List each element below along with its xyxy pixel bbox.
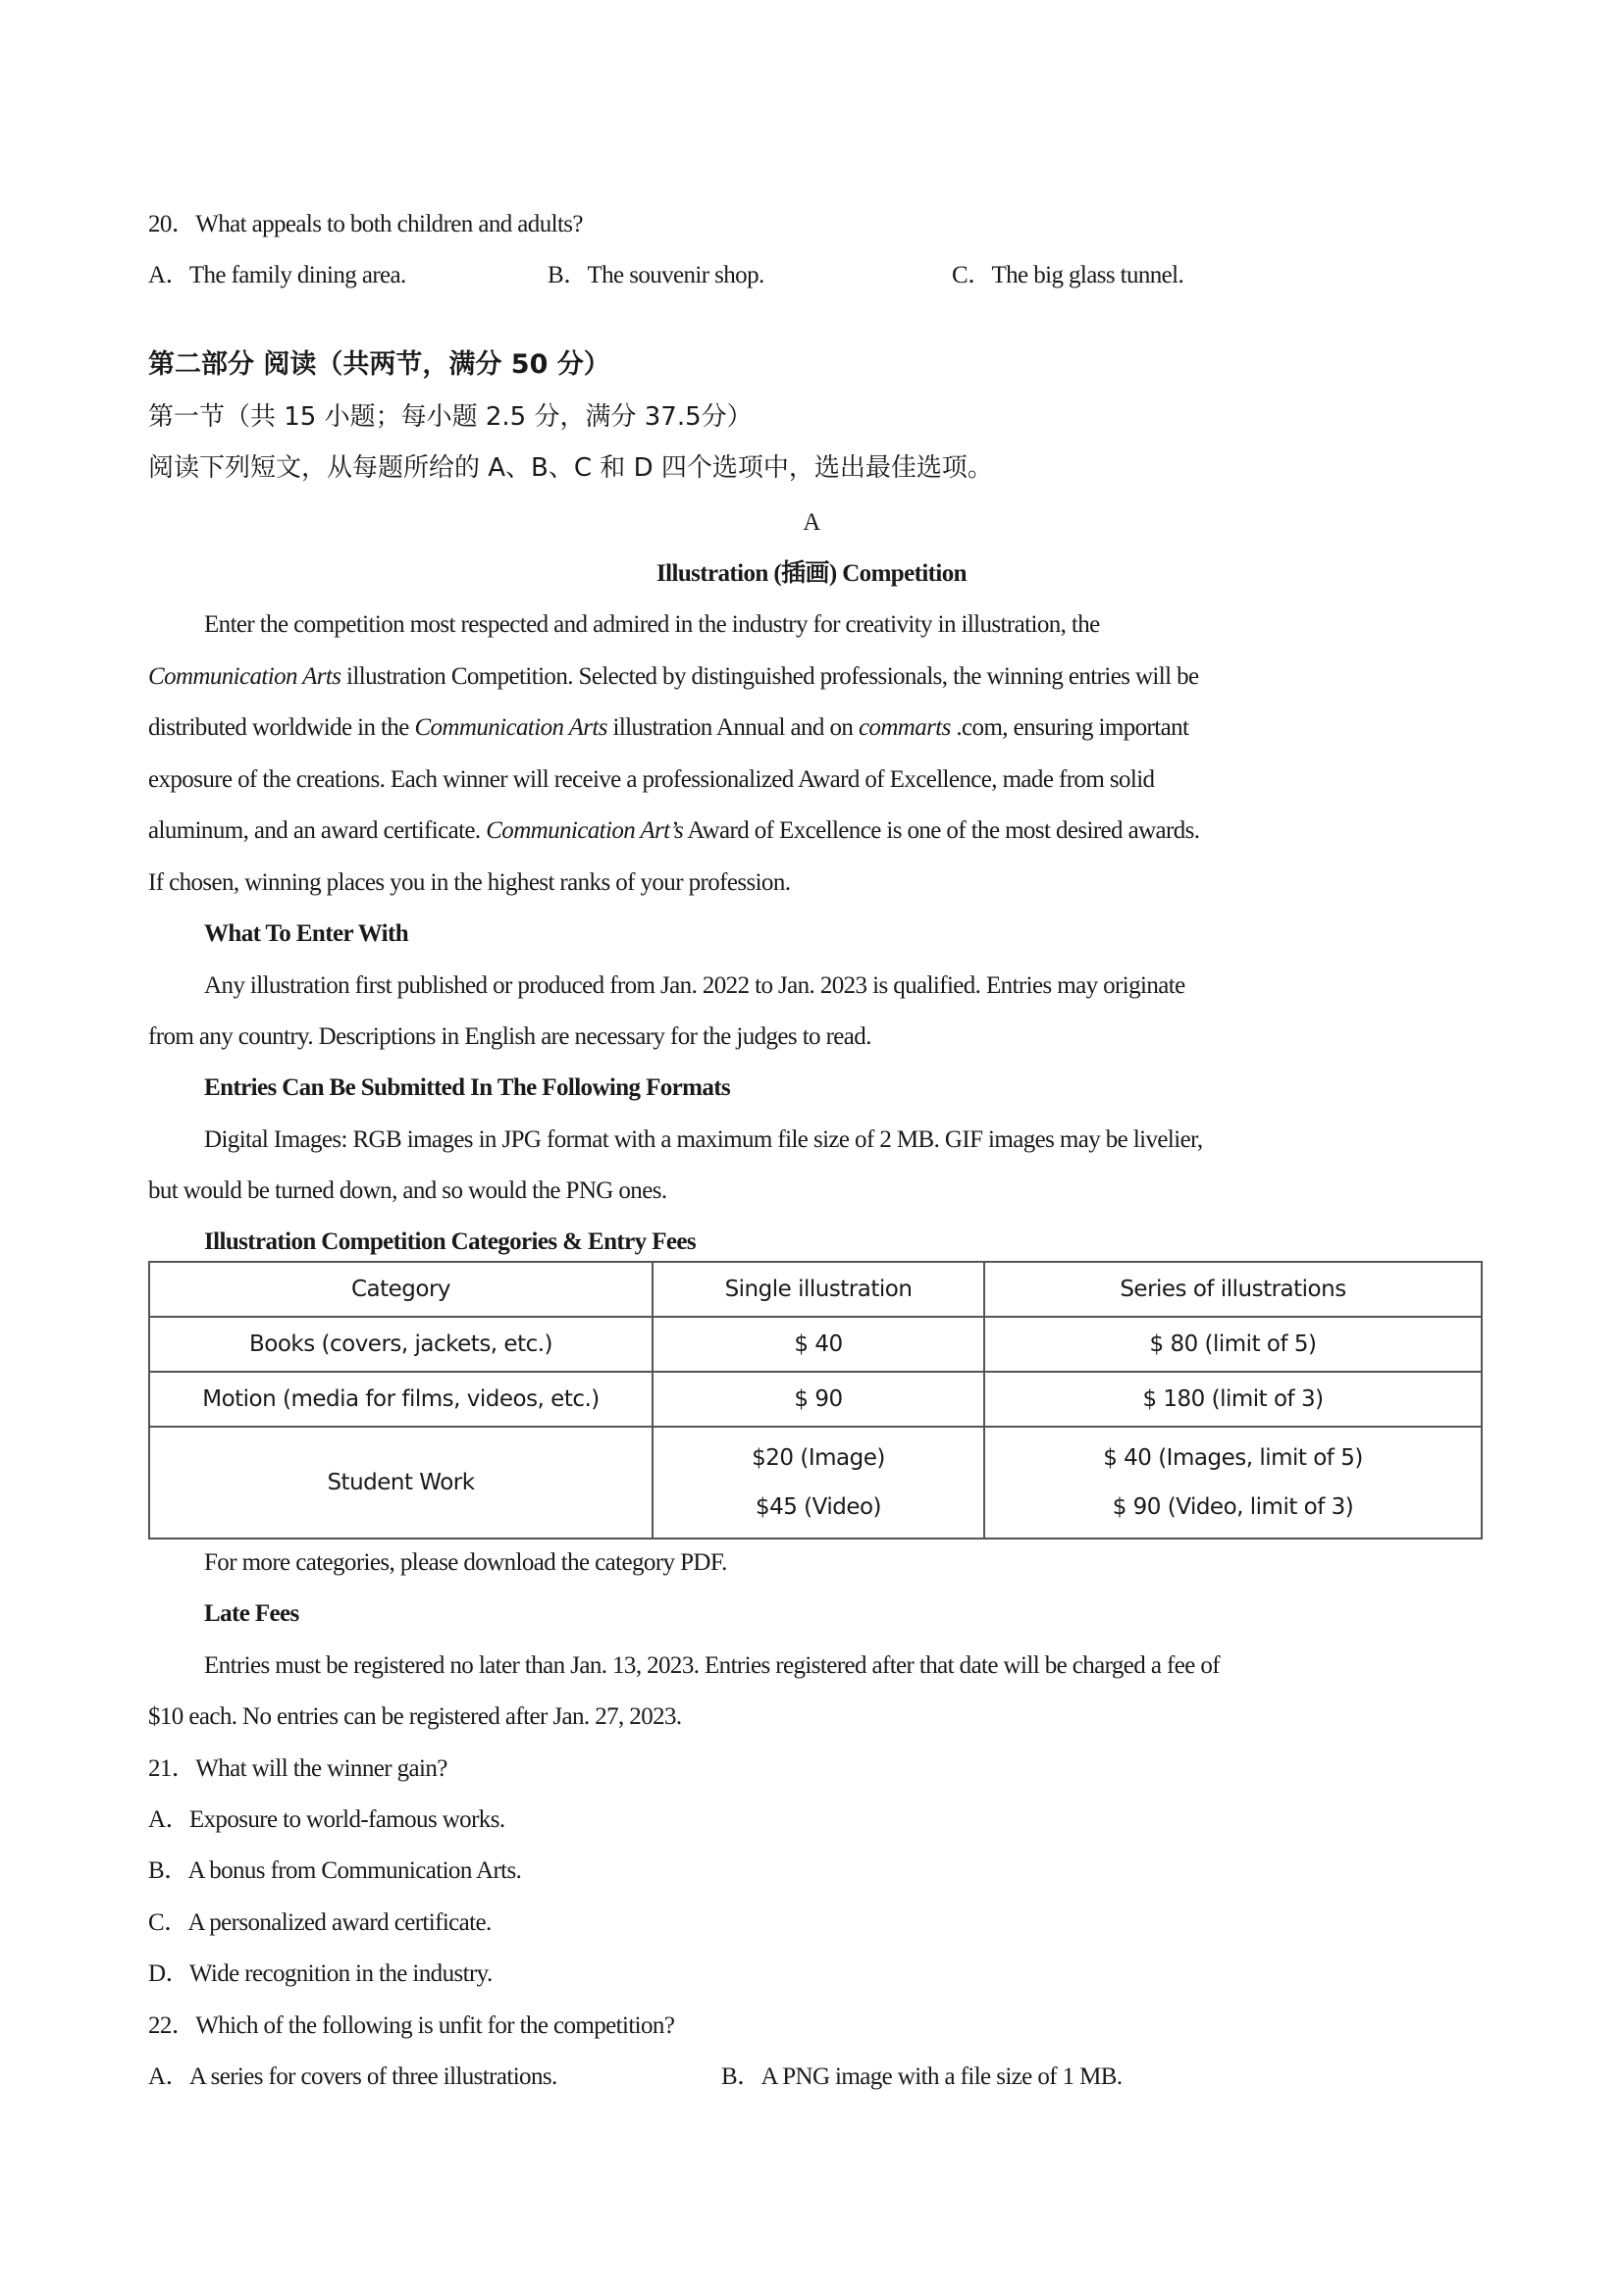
intro-line xyxy=(204,610,1100,640)
heading-what-to-enter: What To Enter With xyxy=(204,920,409,947)
cell-category: Books (covers, jackets, etc.) xyxy=(149,1317,653,1372)
website-name: commarts xyxy=(858,714,951,741)
intro-line xyxy=(148,713,1188,743)
heading-formats: Entries Can Be Submitted In The Following Formats xyxy=(204,1074,731,1101)
fee-video: $ 90 (Video, limit of 3) xyxy=(1112,1494,1354,1520)
table-header-row xyxy=(149,1262,1482,1317)
part-title: 第二部分 阅读（共两节，满分 50 分） xyxy=(148,349,610,380)
fee-video: $45 (Video) xyxy=(755,1494,882,1520)
text: Award of Excellence is one of the most desired awards. xyxy=(683,817,1200,844)
cell-category: Motion (media for films, videos, etc.) xyxy=(149,1372,653,1427)
cell-category: Student Work xyxy=(149,1427,653,1539)
q21-option-c: C．A personalized award certificate. xyxy=(148,1909,492,1936)
text: illustration Annual and on xyxy=(606,714,859,741)
late-line: $10 each. No entries can be registered after Jan. 27, 2023. xyxy=(148,1703,682,1730)
cell-single: $ 40 xyxy=(653,1317,984,1372)
subsection-title: 第一节（共 15 小题；每小题 2.5 分，满分 37.5分） xyxy=(148,402,753,432)
instruction: 阅读下列短文，从每题所给的 A、B、C 和 D 四个选项中，选出最佳选项。 xyxy=(148,453,993,483)
text: distributed worldwide in the xyxy=(148,714,415,741)
heading-table: Illustration Competition Categories & Entry Fees xyxy=(204,1228,696,1255)
q21-option-d: D．Wide recognition in the industry. xyxy=(148,1960,493,1987)
intro-line xyxy=(148,868,790,898)
publication-name: Communication Arts xyxy=(414,714,607,741)
table-row xyxy=(149,1427,1482,1539)
table-note: For more categories, please download the category PDF. xyxy=(204,1549,727,1576)
text: Enter the competition most respected and admired in the industry for creativity in illustration, the xyxy=(204,611,1100,638)
format-line: but would be turned down, and so would the PNG ones. xyxy=(148,1177,667,1204)
text: aluminum, and an award certificate. xyxy=(148,817,487,844)
intro-line xyxy=(148,816,1199,846)
q20-option-b: B．The souvenir shop. xyxy=(548,262,764,288)
question-20: 20．What appeals to both children and adults? xyxy=(148,211,583,237)
cell-series: $ 180 (limit of 3) xyxy=(984,1372,1482,1427)
question-21: 21．What will the winner gain? xyxy=(148,1755,447,1782)
text: .com, ensuring important xyxy=(950,714,1189,741)
q21-option-b: B．A bonus from Communication Arts. xyxy=(148,1857,522,1884)
question-22: 22．Which of the following is unfit for the competition? xyxy=(148,2012,675,2039)
text: exposure of the creations. Each winner will receive a professionalized Award of Excellence, made from solid xyxy=(148,766,1155,793)
fees-table xyxy=(148,1261,1483,1539)
table-row xyxy=(149,1372,1482,1427)
format-line: Digital Images: RGB images in JPG format with a maximum file size of 2 MB. GIF images may be livelier, xyxy=(204,1126,1203,1153)
q21-option-a: A．Exposure to world-famous works. xyxy=(148,1806,505,1833)
cell-single: $ 90 xyxy=(653,1372,984,1427)
fee-images: $ 40 (Images, limit of 5) xyxy=(1103,1445,1363,1471)
intro-line xyxy=(148,765,1154,795)
header-series: Series of illustrations xyxy=(984,1262,1482,1317)
publication-name: Communication Art’s xyxy=(486,817,684,844)
text: illustration Competition. Selected by distinguished professionals, the winning entries will be xyxy=(340,663,1199,690)
cell-series xyxy=(984,1427,1482,1539)
text: If chosen, winning places you in the highest ranks of your profession. xyxy=(148,869,791,896)
passage-title: Illustration (插画) Competition xyxy=(656,560,967,587)
cell-single xyxy=(653,1427,984,1539)
heading-late-fees: Late Fees xyxy=(204,1600,299,1627)
publication-name: Communication Arts xyxy=(148,663,341,690)
intro-line xyxy=(148,662,1199,692)
enter-line: Any illustration first published or produced from Jan. 2022 to Jan. 2023 is qualified. Entries may originate xyxy=(204,972,1185,999)
table-row xyxy=(149,1317,1482,1372)
q20-option-c: C．The big glass tunnel. xyxy=(952,262,1184,288)
header-single: Single illustration xyxy=(653,1262,984,1317)
q20-option-a: A．The family dining area. xyxy=(148,262,406,288)
fee-image: $20 (Image) xyxy=(752,1445,885,1471)
q22-option-b: B．A PNG image with a file size of 1 MB. xyxy=(721,2063,1123,2090)
passage-letter: A xyxy=(803,509,820,536)
header-category: Category xyxy=(149,1262,653,1317)
q22-option-a: A．A series for covers of three illustrations. xyxy=(148,2063,557,2090)
enter-line: from any country. Descriptions in English are necessary for the judges to read. xyxy=(148,1023,871,1050)
late-line: Entries must be registered no later than Jan. 13, 2023. Entries registered after that date will be charged a fee of xyxy=(204,1652,1220,1679)
cell-series: $ 80 (limit of 5) xyxy=(984,1317,1482,1372)
